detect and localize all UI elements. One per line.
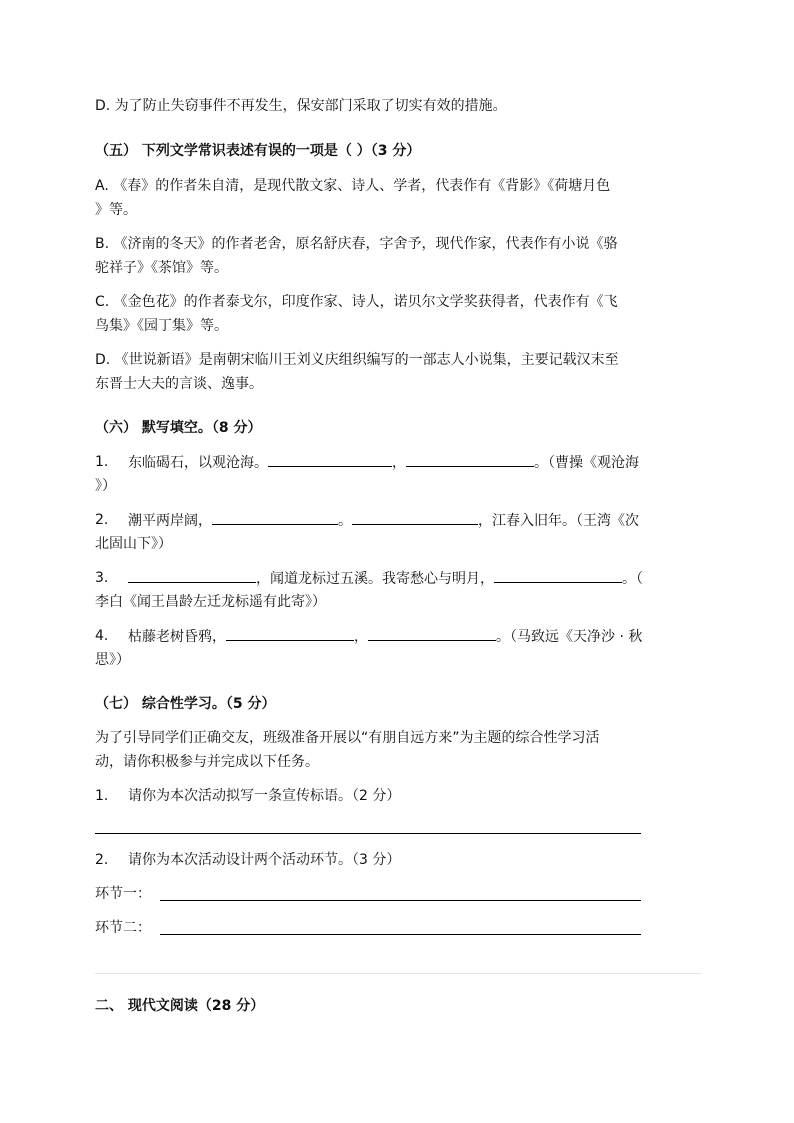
section-divider: [95, 973, 701, 974]
q6-title: （六） 默写填空。（8 分）: [95, 420, 262, 436]
q7-task-2-number: 2.: [95, 852, 109, 868]
q6-blank-2b[interactable]: [352, 512, 478, 525]
q6-item-4-text-b: ，: [354, 629, 368, 645]
q4-option-d: D. 为了防止失窃事件不再发生，保安部门采取了切实有效的措施。: [95, 98, 507, 114]
q6-item-2-line1: [128, 512, 639, 529]
q6-item-3-number: 3.: [95, 570, 109, 586]
q5-option-b-line1: B. 《济南的冬天》的作者老舍，原名舒庆春，字舍予，现代作家，代表作有小说《骆: [95, 236, 618, 252]
q6-blank-4a[interactable]: [226, 628, 354, 641]
q6-item-1-text-b: ，: [392, 455, 406, 471]
q6-item-4-line2: 思》）: [95, 652, 130, 668]
q6-item-4-text-a: 枯藤老树昏鸦，: [128, 629, 226, 645]
q6-item-2-text-b: 。: [338, 513, 352, 529]
q6-blank-4b[interactable]: [368, 628, 496, 641]
q6-blank-2a[interactable]: [212, 512, 338, 525]
q7-intro-line2: 动，请你积极参与并完成以下任务。: [95, 754, 319, 770]
q6-item-2-line2: 北固山下》）: [95, 536, 172, 552]
q6-item-3-line2: 李白《闻王昌龄左迁龙标遥有此寄》）: [95, 594, 326, 610]
q5-option-d-line1: D. 《世说新语》是南朝宋临川王刘义庆组织编写的一部志人小说集，主要记载汉末至: [95, 352, 619, 368]
q5-option-a-line1: A. 《春》的作者朱自清，是现代散文家、诗人、学者，代表作有《背影》《荷塘月色: [95, 178, 611, 194]
q5-option-b-line2: 驼祥子》《茶馆》等。: [95, 260, 228, 276]
q7-step-1-label: 环节一：: [95, 886, 151, 902]
q6-item-1-line2: 》）: [95, 478, 116, 494]
q6-blank-1a[interactable]: [268, 454, 392, 467]
q6-item-2-text-c: ，江春入旧年。（王湾《次: [478, 513, 639, 529]
q6-item-3-line1: [128, 570, 643, 587]
q5-title: （五） 下列文学常识表述有误的一项是（ ）（3 分）: [95, 143, 421, 159]
q6-blank-3a[interactable]: [128, 570, 256, 583]
q7-step-2-answer-line[interactable]: [160, 934, 641, 935]
q5-option-d-line2: 东晋士大夫的言谈、逸事。: [95, 376, 263, 392]
q5-option-c-line2: 鸟集》《园丁集》等。: [95, 318, 228, 334]
q6-item-4-line1: [128, 628, 642, 645]
q6-item-1-text-c: 。（曹操《观沧海: [534, 455, 639, 471]
q5-option-a-line2: 》等。: [95, 202, 137, 218]
q7-task-2-text: 请你为本次活动设计两个活动环节。（3 分）: [128, 852, 401, 868]
q6-item-3-text-c: 。（: [622, 571, 643, 587]
q6-item-2-number: 2.: [95, 512, 109, 528]
q6-item-1-text-a: 东临碣石，以观沧海。: [128, 455, 268, 471]
q6-item-1-line1: [128, 454, 639, 471]
q7-step-1-answer-line[interactable]: [160, 900, 641, 901]
q7-intro-line1: 为了引导同学们正确交友，班级准备开展以“有朋自远方来”为主题的综合性学习活: [95, 730, 600, 746]
q7-title: （七） 综合性学习。（5 分）: [95, 696, 276, 712]
q6-item-2-text-a: 潮平两岸阔，: [128, 513, 212, 529]
q6-blank-1b[interactable]: [406, 454, 534, 467]
q6-item-4-text-c: 。（马致远《天净沙 · 秋: [496, 629, 643, 645]
q7-task-1-number: 1.: [95, 788, 109, 804]
q7-task-1-text: 请你为本次活动拟写一条宣传标语。（2 分）: [128, 788, 401, 804]
q7-task-1-answer-line[interactable]: [95, 833, 641, 834]
q7-step-2-label: 环节二：: [95, 920, 151, 936]
q6-item-1-number: 1.: [95, 454, 109, 470]
q6-item-4-number: 4.: [95, 628, 109, 644]
q6-item-3-text-b: ，闻道龙标过五溪。我寄愁心与明月，: [256, 571, 494, 587]
q6-blank-3b[interactable]: [494, 570, 622, 583]
part-2-title: 二、 现代文阅读（28 分）: [95, 998, 265, 1014]
q5-option-c-line1: C. 《金色花》的作者泰戈尔，印度作家、诗人，诺贝尔文学奖获得者，代表作有《飞: [95, 294, 618, 310]
